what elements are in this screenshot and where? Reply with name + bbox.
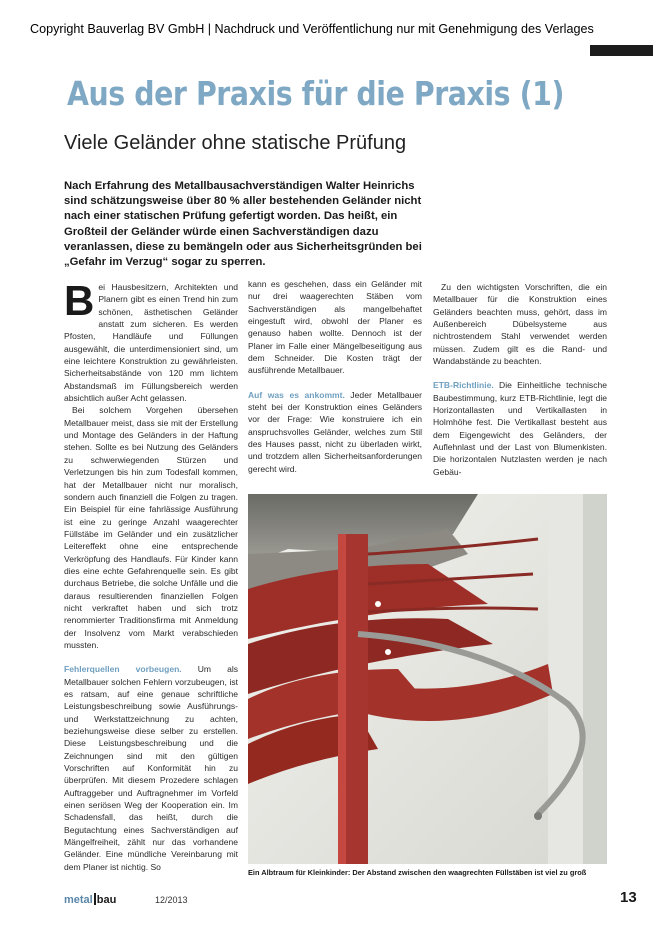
logo-text: bau	[96, 894, 117, 906]
logo-bar	[94, 893, 96, 905]
issue-number: 12/2013	[155, 895, 188, 905]
paragraph: Zu den wichtigsten Vorschriften, die ein Metallbauer für die Konstruktion eines Geländers beachten muss, gehört, dass im Außenbereich Dübelsysteme aus nichtrostendem Stahl verwendet werden müssen. Zudem gilt es die Rand- und Wandabstände zu beachten.	[433, 282, 607, 367]
header-bar	[590, 45, 653, 56]
article-headline: Aus der Praxis für die Praxis (1)	[67, 74, 564, 113]
photo-caption: Ein Albtraum für Kleinkinder: Der Abstand zwischen den waagrechten Füllstäben ist viel zu groß	[248, 868, 587, 877]
text-column-1	[64, 277, 238, 873]
paragraph: kann es geschehen, dass ein Geländer mit nur drei waagerechten Stäben vom Sachverständigen als mangelbehaftet eingestuft wird, obwohl der Planer es genauso haben wollte. Dennoch ist der Planer im Falle einer Mängelbeseitigung aus dem Schneider. Die Kosten trägt der ausführende Metallbauer.	[248, 279, 422, 376]
text-column-3	[433, 281, 607, 478]
paragraph: Bei solchem Vorgehen übersehen Metallbauer meist, dass sie mit der Erstellung und Montage des Geländers in der Haftung stehen. Sollte es bei Nutzung des Geländers zu schwerwiegenden Stürzen und Verletzungen bis hin zum Todesfall kommen, hat der Metallbauer nicht nur moralisch, sondern auch finanziell die Folgen zu tragen. Ein Beispiel für eine fahrlässige Ausführung ist eine zu geringe Anzahl waagerechter Füllstäbe im Geländer und ein zusätzlicher Leitereffekt ohne eine entsprechende Verkröpfung des Handlaufs. Für Kinder kann dies eine echte Gefahrenquelle sein. Es gibt durchaus Betriebe, die solche Unfälle und die daraus resultierenden finanziellen Folgen nicht verkraftet haben und sich trotz renommierter Traditionsfirma mit Anmeldung der Insolvenz vom Markt verabschieden mussten.	[64, 405, 238, 650]
section-heading: ETB-Richtlinie.	[433, 380, 494, 391]
paragraph-text: ei Hausbesitzern, Architekten und Planern gibt es einen Trend hin zum schönen, ästhetischen Geländer anstatt zum sicheren. Es werden Pfosten, Handläufe und Füllungen ausgewählt, die unterdimensioniert sind, um eine leichtere Konstruktion zu gewährleisten. Sicherheitsabstände von 120 mm lichtem Abstandsmaß im Füllungsbereich werden absichtlich außer Acht gelassen.	[64, 282, 238, 404]
paragraph	[64, 663, 238, 873]
dropcap: B	[64, 277, 95, 324]
article-subtitle: Viele Geländer ohne statische Prüfung	[64, 132, 407, 154]
paragraph	[433, 379, 607, 478]
staircase-illustration	[248, 494, 607, 864]
magazine-logo	[64, 893, 116, 906]
page-number: 13	[620, 889, 637, 906]
text-column-2	[248, 278, 422, 475]
section-heading: Fehlerquellen vorbeugen.	[64, 664, 182, 675]
paragraph-text: Die Einheitliche technische Baubestimmung, kurz ETB-Richtlinie, legt die Horizontallasten und Vertikallasten in Holmhöhe fest. Die Vertikallast besteht aus dem Eigengewicht des Geländers, der Auflehnlast und der Last von Blumenkisten. Die horizontalen Nutzlasten werden je nach Gebäu-	[433, 380, 607, 477]
paragraph	[248, 389, 422, 475]
staircase-photo	[248, 494, 607, 864]
logo-text: metal	[64, 894, 93, 906]
section-heading: Auf was es ankommt.	[248, 389, 345, 400]
article-lead: Nach Erfahrung des Metallbausachverständigen Walter Heinrichs sind schätzungsweise über 80 % aller bestehenden Geländer nicht nach einer statischen Prüfung gefertigt worden. Das heißt, ein Großteil der Geländer würde einen Sachverständigen dazu veranlassen, diese zu bemängeln oder aus Sicherheitsgründen bei „Gefahr im Verzug“ sogar zu sperren.	[64, 180, 422, 269]
paragraph	[64, 277, 238, 404]
paragraph-text: Um als Metallbauer solchen Fehlern vorzubeugen, ist es ratsam, auf eine genaue schriftliche Leistungsbeschreibung sowie Ausführungs- und Werkstattzeichnung zu achten, beziehungsweise diese selber zu erstellen. Diese Leistungsbeschreibung und die Zeichnungen sind mit den gültigen Vorschriften auf Konformität hin zu überprüfen. Mit diesem Prozedere schlagen Auftraggeber und Auftragnehmer im Vorfeld einen seriösen Weg der Kooperation ein. Im Schadensfall, das heißt, durch die Begutachtung eines Sachverständigen auf Mängelfreiheit, zählt nur das vorhandene Geländer. Eine mündliche Vereinbarung mit dem Planer ist nichtig. So	[64, 664, 238, 872]
paragraph-text: Jeder Metallbauer steht bei der Konstruktion eines Geländers vor der Frage: Wie konstruiere ich ein anspruchsvolles Geländer, welches zum Stil des Hauses passt, nicht zu überladen wirkt, und trotzdem allen Sicherheitsanforderungen gerecht wird.	[248, 389, 422, 474]
copyright-notice: Copyright Bauverlag BV GmbH | Nachdruck und Veröffentlichung nur mit Genehmigung des Verlages	[30, 22, 594, 36]
